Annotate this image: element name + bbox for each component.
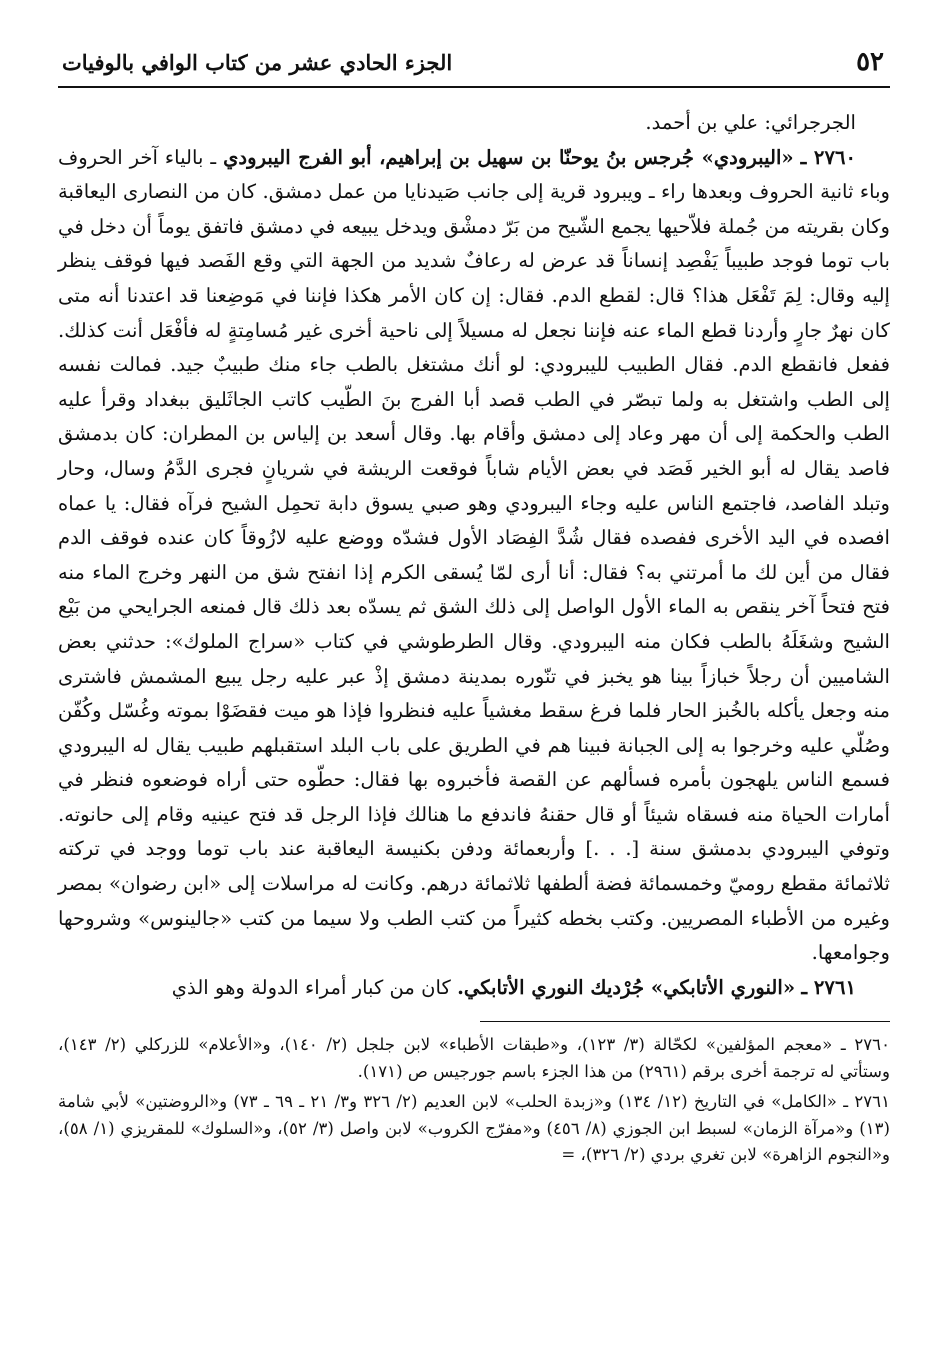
entry-2760 — [58, 141, 890, 971]
footnote-separator — [480, 1021, 890, 1022]
running-title: الجزء الحادي عشر من كتاب الوافي بالوفيات — [62, 49, 453, 75]
footnote — [58, 1032, 890, 1085]
footnote-text: «معجم المؤلفين» لكحّالة (٣/ ١٢٣)، و«طبقات الأطباء» لابن جلجل (٢/ ١٤٠)، و«الأعلام» للزركلي (٢/ ١٤٣)، وستأتي له ترجمة أخرى برقم (٢٩٦١) من هذا الجزء باسم جورجيس ص (١٧١). — [58, 1035, 890, 1081]
footnote-text: «الكامل» في التاريخ (١٢/ ١٣٤) و«زبدة الحلب» لابن العديم (٢/ ٣٢٦ و٣/ ٢١ ـ ٦٩ ـ ٧٣) و«الروضتين» لأبي شامة (١٣) و«مرآة الزمان» لسبط ابن الجوزي (٨/ ٤٥٦) و«مفرّج الكروب» لابن واصل (٣/ ٥٢)، و«السلوك» للمقريزي (١/ ٥٨)، و«النجوم الزاهرة» لابن تغري بردي (٢/ ٣٢٦)، = — [58, 1092, 890, 1165]
main-text — [58, 106, 890, 1005]
footnote — [58, 1089, 890, 1169]
book-page — [58, 38, 890, 1338]
entry-heading: «النوري الأتابكي» جُرْديك النوري الأتابكي. — [457, 975, 796, 999]
footnote-number: ٢٧٦١ ـ — [843, 1092, 890, 1112]
entry-heading: «اليبرودي» جُرجس بنُ يوحنّا بن سهيل بن إبراهيم، أبو الفرج اليبرودي — [223, 145, 794, 169]
entry-2761 — [58, 971, 890, 1006]
entry-number: ٢٧٦١ ـ — [801, 975, 856, 999]
opening-line: الجرجرائي: علي بن أحمد. — [645, 111, 856, 134]
entry-text: ـ بالياء آخر الحروف وباء ثانية الحروف وبعدها راء ـ ويبرود قرية إلى جانب صَيدنايا من عمل دمشق. كان من النصارى اليعاقبة وكان بقريته من جُملة فلاّحيها يجمع الشّيح من بَرّ دمشْق ويدخل يبيعه في دمشق فاتفق يوماً أن دخل في باب توما فوجد طبيباً يَفْصِد إنساناً قد عرض له رعافٌ شديد من الجهة التي وقع الفَصد فيها فوقف ينظر إليه وقال: لِمَ تَفْعَل هذا؟ قال: لقطع الدم. فقال: إن كان الأمر هكذا فإننا في مَوضِعنا قد اعتدنا أنه متى كان نهرٌ جارٍ وأردنا قطع الماء عنه فإننا نجعل له مسيلاً إلى ناحية أخرى غير مُسامِتةٍ له فأفْعَل أنت كذلك. ففعل فانقطع الدم. فقال الطبيب لليبرودي: لو أنك مشتغل بالطب جاء منك طبيبٌ جيد. فمالت نفسه إلى الطب واشتغل به ولما تبصّر في الطب قصد أبا الفرج بنَ الطّيب كاتب الجاثَليق ببغداد وقرأ عليه الطب والحكمة إلى أن مهر وعاد إلى دمشق وأقام بها. وقال أسعد بن إلياس بن المطران: كان بدمشق فاصد يقال له أبو الخير فَصَد في بعض الأيام شاباً فوقعت الريشة في شريانٍ فجرى الدَّمُ وسال، وحار وتبلد الفاصد، فاجتمع الناس عليه وجاء اليبرودي وهو صبي يسوق دابة تحمِل الشيح فرآه فقال: يا عماه افصده في اليد الأخرى ففصده فقال شُدَّ الفِصَاد الأول فشدّه ووضع عليه لازُوقاً كان عنده فوقف الدم فقال من أين لك ما أمرتني به؟ فقال: أنا أرى لمّا يُسقى الكرم إذا انفتح شق من النهر وخرج الماء منه فتح فتحاً آخر ينقص به الماء الأول الواصل إلى ذلك الشق ثم يسدّه بعد ذلك قال فمنعه الجرايحي من بَيْع الشيح وشغَلَهُ بالطب فكان منه اليبرودي. وقال الطرطوشي في كتاب «سراج الملوك»: حدثني بعض الشاميين أن رجلاً خبازاً بينا هو يخبز في تنّوره بمدينة دمشق إذْ عبر عليه رجل يبيع المشمش فاشترى منه وجعل يأكله بالخُبز الحار فلما فرغ سقط مغشياً عليه فنظروا فإذا هو ميت فقضَوْا بموته وغُسّل وكُفّن وصُلّي عليه وخرجوا به إلى الجبانة فبينا هم في الطريق على باب البلد استقبلهم طبيب يقال له اليبرودي فسمع الناس يلهجون بأمره فسألهم عن القصة فأخبروه بها فقال: حطّوه حتى أراه فوضعوه فنظر في أمارات الحياة منه فسقاه شيئاً أو قال حقنهُ فاندفع ما هنالك فإذا الرجل قد فتح عينيه وقام إلى حانوته. وتوفي اليبرودي بدمشق سنة [. . .] وأربعمائة ودفن بكنيسة اليعاقبة عند باب توما ووجد في تركته ثلاثمائة مقطع روميّ وخمسمائة فضة ألطفها ثلاثمائة درهم. وكانت له مراسلات إلى «ابن رضوان» بمصر وغيره من الأطباء المصريين. وكتب بخطه كثيراً من كتب الطب ولا سيما من كتب «جالينوس» وشروحها وجوامعها. — [58, 145, 890, 965]
footnote-number: ٢٧٦٠ ـ — [840, 1035, 890, 1055]
entry-text: كان من كبار أمراء الدولة وهو الذي — [171, 975, 451, 999]
page-header — [58, 38, 890, 88]
page-number: ٥٢ — [856, 47, 884, 77]
entry-number: ٢٧٦٠ ـ — [800, 145, 857, 169]
footnotes — [58, 1032, 890, 1169]
